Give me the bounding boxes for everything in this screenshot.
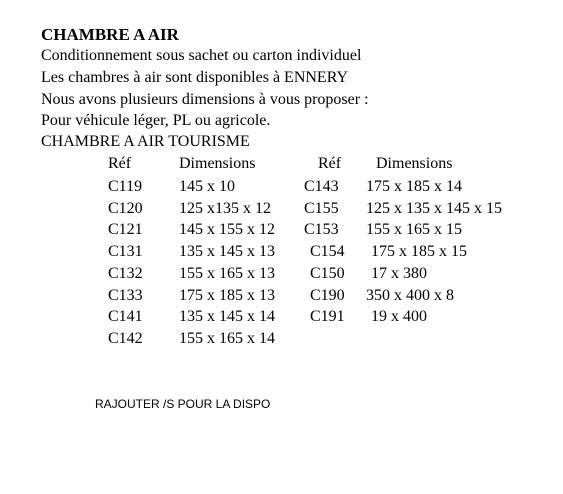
intro-line-conditionnement: Conditionnement sous sachet ou carton individuel bbox=[41, 47, 362, 64]
header-ref-right: Réf bbox=[318, 155, 342, 172]
table-cell-ref: C121 bbox=[108, 221, 143, 238]
table-cell-ref: C153 bbox=[304, 221, 339, 238]
table-cell-dimensions: 125 x135 x 12 bbox=[179, 200, 271, 217]
table-cell-dimensions: 175 x 185 x 14 bbox=[366, 178, 462, 195]
table-cell-ref: C190 bbox=[310, 287, 345, 304]
table-cell-dimensions: 19 x 400 bbox=[371, 308, 427, 325]
table-cell-dimensions: 135 x 145 x 13 bbox=[179, 243, 275, 260]
header-dimensions-left: Dimensions bbox=[179, 155, 256, 172]
table-cell-ref: C143 bbox=[304, 178, 339, 195]
table-cell-ref: C119 bbox=[108, 178, 143, 195]
table-cell-dimensions: 145 x 10 bbox=[179, 178, 235, 195]
table-cell-ref: C141 bbox=[108, 308, 143, 325]
table-cell-dimensions: 155 x 165 x 15 bbox=[366, 221, 462, 238]
table-cell-dimensions: 175 x 185 x 15 bbox=[371, 243, 467, 260]
table-cell-ref: C132 bbox=[108, 265, 143, 282]
table-cell-ref: C133 bbox=[108, 287, 143, 304]
intro-line-dimensions: Nous avons plusieurs dimensions à vous proposer : bbox=[41, 91, 369, 108]
table-cell-dimensions: 155 x 165 x 14 bbox=[179, 330, 275, 347]
table-cell-ref: C150 bbox=[310, 265, 345, 282]
table-cell-ref: C191 bbox=[310, 308, 345, 325]
table-cell-dimensions: 155 x 165 x 13 bbox=[179, 265, 275, 282]
header-ref-left: Réf bbox=[108, 155, 132, 172]
table-cell-ref: C155 bbox=[304, 200, 339, 217]
page-title: CHAMBRE A AIR bbox=[41, 25, 179, 44]
table-cell-dimensions: 350 x 400 x 8 bbox=[366, 287, 454, 304]
table-cell-dimensions: 175 x 185 x 13 bbox=[179, 287, 275, 304]
table-cell-dimensions: 135 x 145 x 14 bbox=[179, 308, 275, 325]
intro-line-disponibilite: Les chambres à air sont disponibles à ENNERY bbox=[41, 69, 349, 86]
table-cell-dimensions: 17 x 380 bbox=[371, 265, 427, 282]
table-cell-ref: C154 bbox=[310, 243, 345, 260]
table-cell-ref: C120 bbox=[108, 200, 143, 217]
section-title: CHAMBRE A AIR TOURISME bbox=[41, 133, 250, 150]
table-cell-ref: C131 bbox=[108, 243, 143, 260]
intro-line-vehicules: Pour véhicule léger, PL ou agricole. bbox=[41, 112, 271, 129]
header-dimensions-right: Dimensions bbox=[376, 155, 453, 172]
table-cell-dimensions: 145 x 155 x 12 bbox=[179, 221, 275, 238]
footer-note: RAJOUTER /S POUR LA DISPO bbox=[95, 397, 271, 411]
table-cell-dimensions: 125 x 135 x 145 x 15 bbox=[366, 200, 502, 217]
table-cell-ref: C142 bbox=[108, 330, 143, 347]
